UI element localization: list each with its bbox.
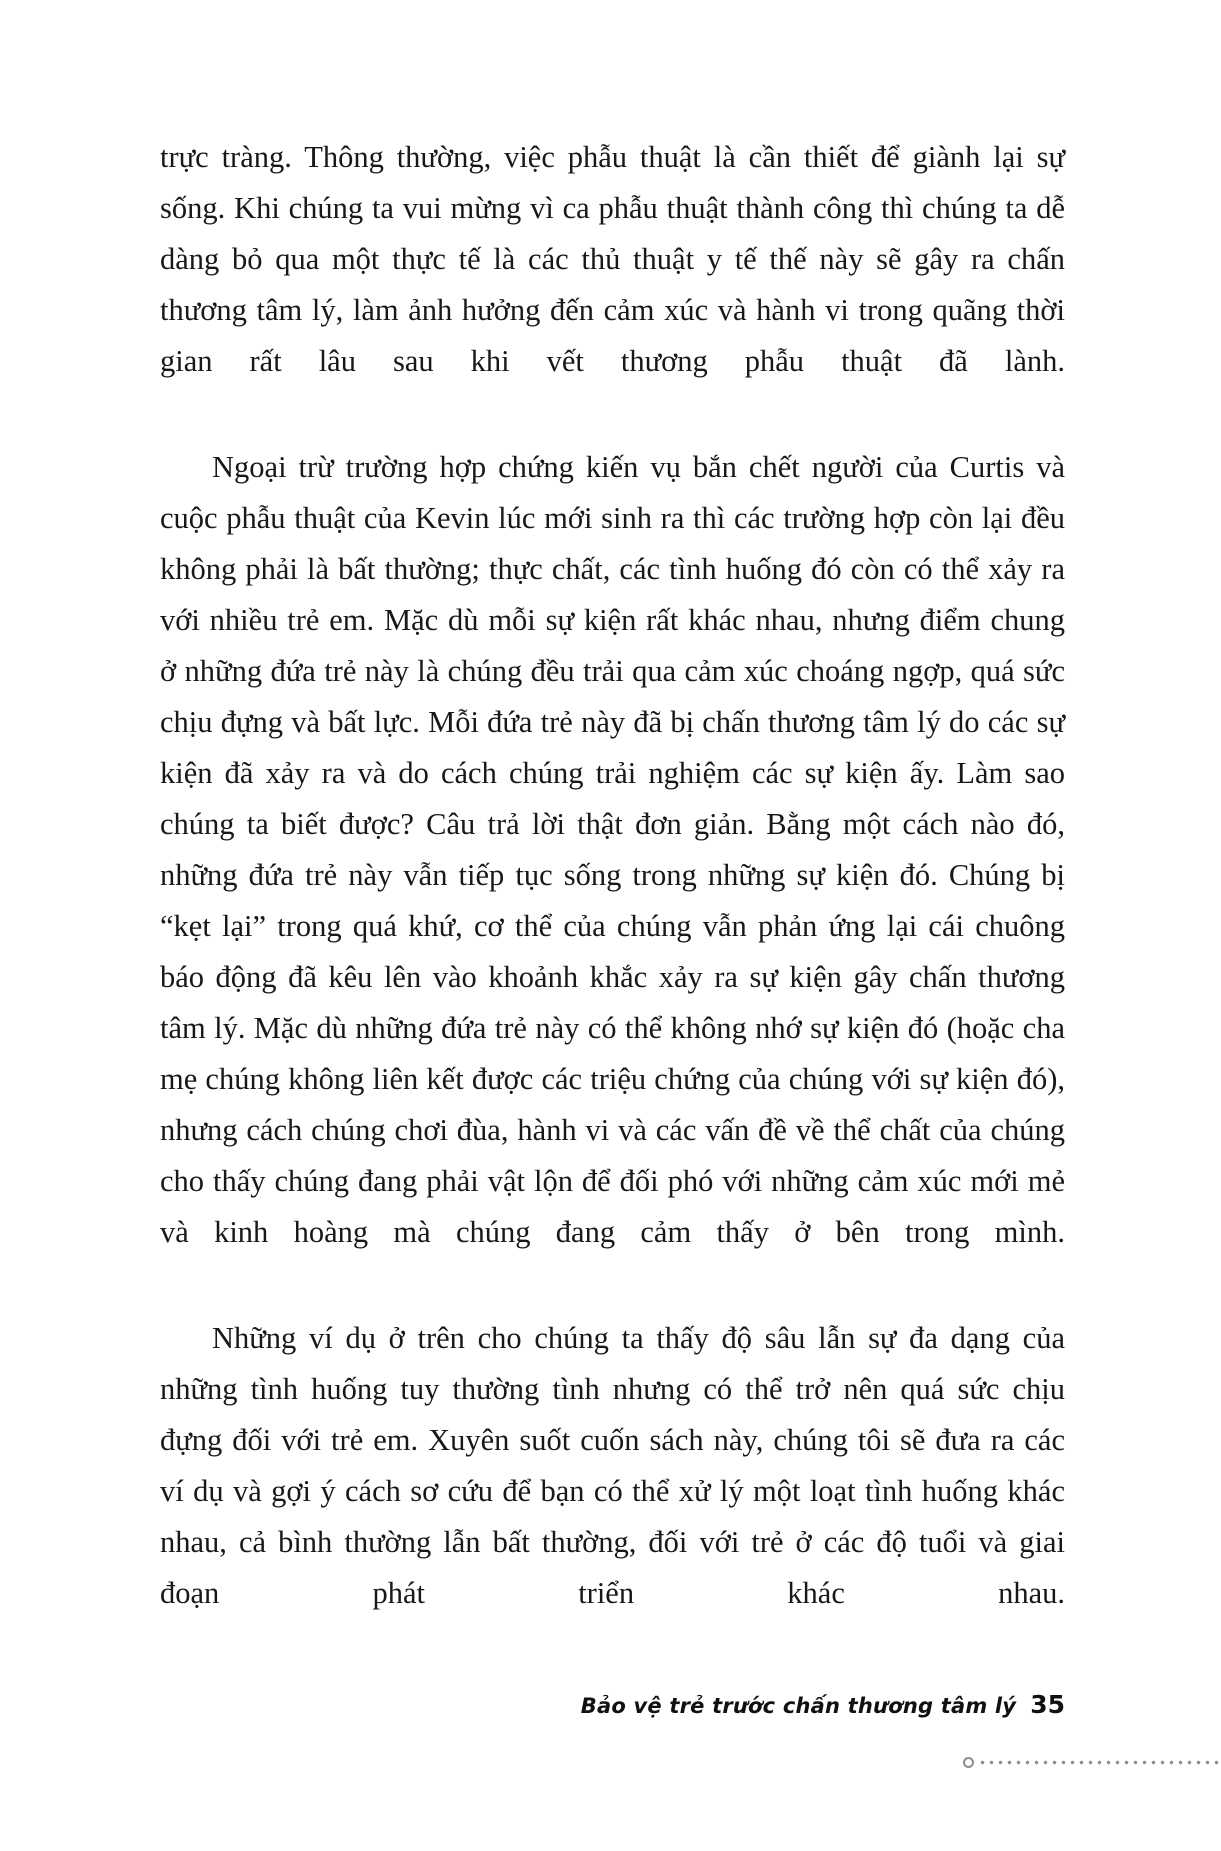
- paragraph-2: Ngoại trừ trường hợp chứng kiến vụ bắn chết người của Curtis và cuộc phẫu thuật của Kevin lúc mới sinh ra thì các trường hợp còn lại đều không phải là bất thường; thực chất, các tình huống đó còn có thể xảy ra với nhiều trẻ em. Mặc dù mỗi sự kiện rất khác nhau, nhưng điểm chung ở những đứa trẻ này là chúng đều trải qua cảm xúc choáng ngợp, quá sức chịu đựng và bất lực. Mỗi đứa trẻ này đã bị chấn thương tâm lý do các sự kiện đã xảy ra và do cách chúng trải nghiệm các sự kiện ấy. Làm sao chúng ta biết được? Câu trả lời thật đơn giản. Bằng một cách nào đó, những đứa trẻ này vẫn tiếp tục sống trong những sự kiện đó. Chúng bị “kẹt lại” trong quá khứ, cơ thể của chúng vẫn phản ứng lại cái chuông báo động đã kêu lên vào khoảnh khắc xảy ra sự kiện gây chấn thương tâm lý. Mặc dù những đứa trẻ này có thể không nhớ sự kiện đó (hoặc cha mẹ chúng không liên kết được các triệu chứng của chúng với sự kiện đó), nhưng cách chúng chơi đùa, hành vi và các vấn đề về thể chất của chúng cho thấy chúng đang phải vật lộn để đối phó với những cảm xúc mới mẻ và kinh hoàng mà chúng đang cảm thấy ở bên trong mình.: [160, 450, 1065, 1249]
- paragraph-3: Những ví dụ ở trên cho chúng ta thấy độ sâu lẫn sự đa dạng của những tình huống tuy thường tình nhưng có thể trở nên quá sức chịu đựng đối với trẻ em. Xuyên suốt cuốn sách này, chúng tôi sẽ đưa ra các ví dụ và gợi ý cách sơ cứu để bạn có thể xử lý một loạt tình huống khác nhau, cả bình thường lẫn bất thường, đối với trẻ ở các độ tuổi và giai đoạn phát triển khác nhau.: [160, 1321, 1065, 1610]
- page-number: 35: [1030, 1690, 1065, 1719]
- running-title: Bảo vệ trẻ trước chấn thương tâm lý: [580, 1694, 1017, 1718]
- dotted-line-decoration: [980, 1757, 1221, 1768]
- circle-icon: [963, 1757, 974, 1768]
- footer-dotted-rule: [963, 1755, 1221, 1769]
- body-text-column: [160, 132, 1065, 1674]
- page-footer: [160, 1690, 1065, 1750]
- paragraph-1: trực tràng. Thông thường, việc phẫu thuật là cần thiết để giành lại sự sống. Khi chúng ta vui mừng vì ca phẫu thuật thành công thì chúng ta dễ dàng bỏ qua một thực tế là các thủ thuật y tế thế này sẽ gây ra chấn thương tâm lý, làm ảnh hưởng đến cảm xúc và hành vi trong quãng thời gian rất lâu sau khi vết thương phẫu thuật đã lành.: [160, 140, 1065, 378]
